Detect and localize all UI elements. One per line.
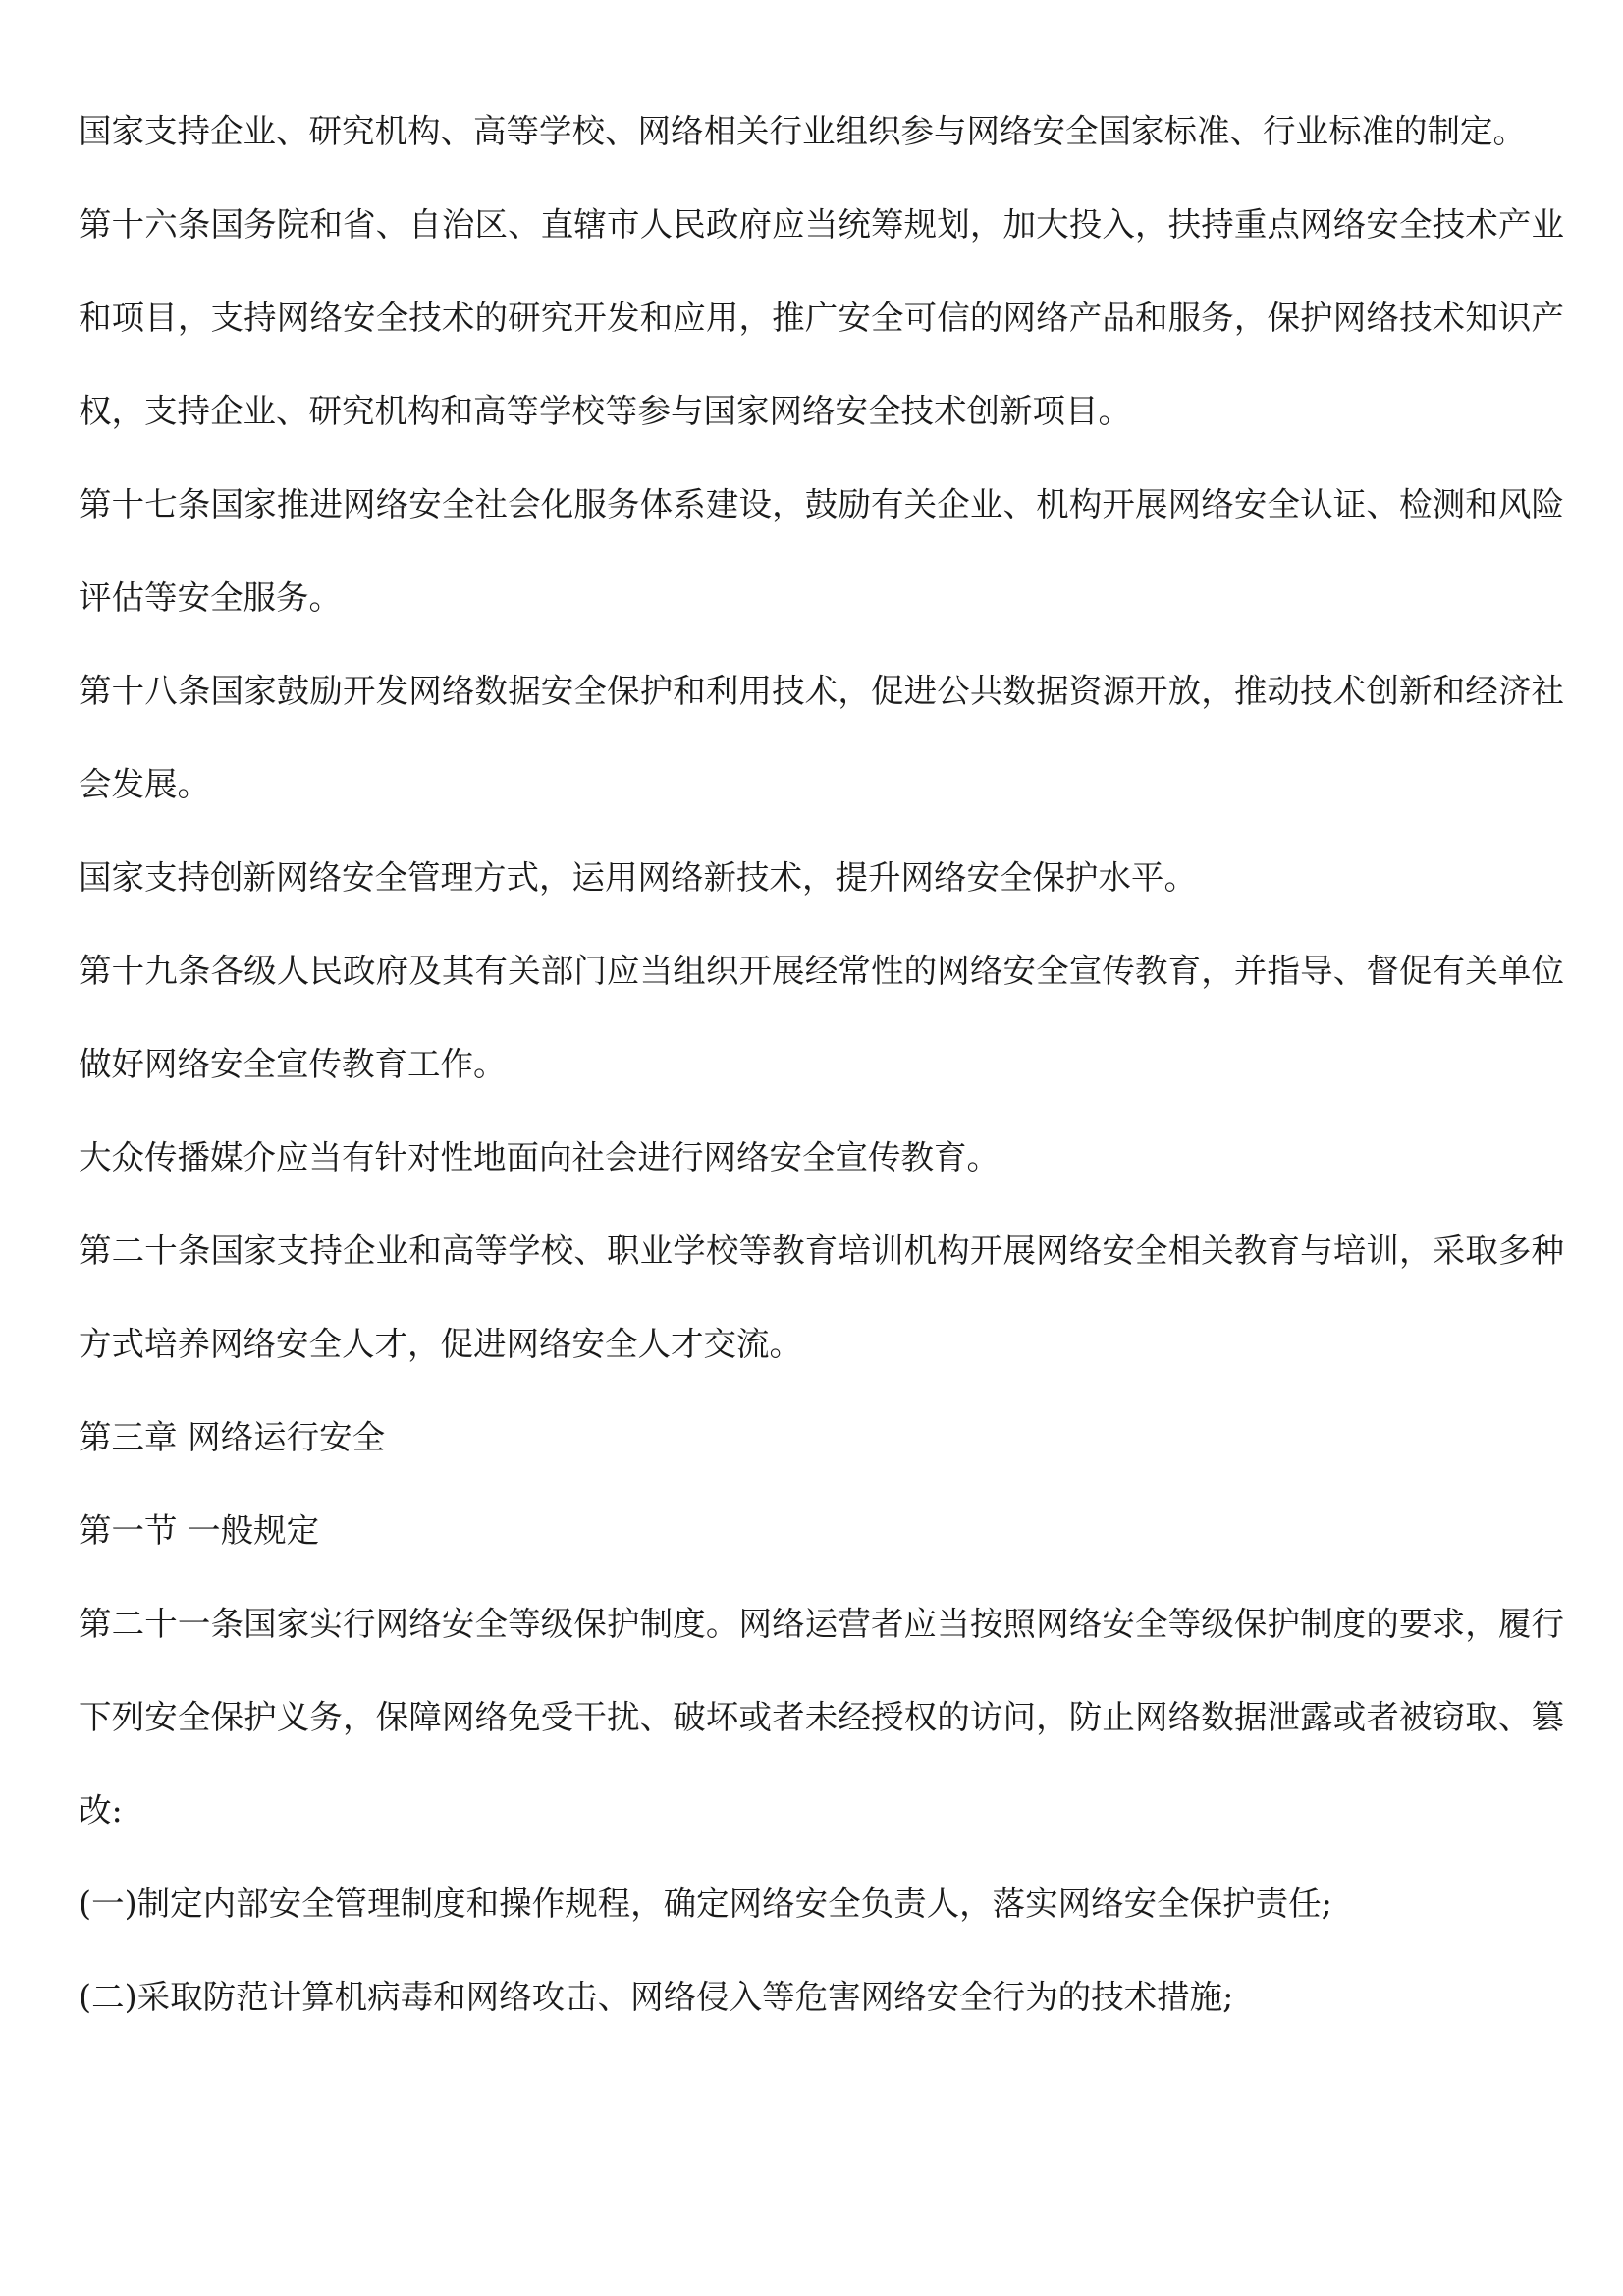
paragraph-article-21: 第二十一条国家实行网络安全等级保护制度。网络运营者应当按照网络安全等级保护制度的要求，履行下列安全保护义务，保障网络免受干扰、破坏或者未经授权的访问，防止网络数据泄露或者被窃取、篡改: bbox=[79, 1605, 1564, 1830]
paragraph-article-19: 第十九条各级人民政府及其有关部门应当组织开展经常性的网络安全宣传教育，并指导、督促有关单位做好网络安全宣传教育工作。 bbox=[79, 952, 1564, 1083]
paragraph-mass-media: 大众传播媒介应当有针对性地面向社会进行网络安全宣传教育。 bbox=[79, 1138, 1000, 1176]
section-heading: 第一节 一般规定 bbox=[79, 1511, 320, 1550]
paragraph-article-17: 第十七条国家推进网络安全社会化服务体系建设，鼓励有关企业、机构开展网络安全认证、检测和风险评估等安全服务。 bbox=[79, 485, 1564, 617]
paragraph-standards-participation: 国家支持企业、研究机构、高等学校、网络相关行业组织参与网络安全国家标准、行业标准的制定。 bbox=[79, 112, 1526, 150]
paragraph-article-18: 第十八条国家鼓励开发网络数据安全保护和利用技术，促进公共数据资源开放，推动技术创新和经济社会发展。 bbox=[79, 672, 1564, 803]
list-item-2: (二)采取防范计算机病毒和网络攻击、网络侵入等危害网络安全行为的技术措施; bbox=[79, 1978, 1234, 2016]
list-item-1: (一)制定内部安全管理制度和操作规程，确定网络安全负责人，落实网络安全保护责任; bbox=[79, 1885, 1332, 1923]
paragraph-article-16: 第十六条国务院和省、自治区、直辖市人民政府应当统筹规划，加大投入，扶持重点网络安全技术产业和项目，支持网络安全技术的研究开发和应用，推广安全可信的网络产品和服务，保护网络技术知识产权，支持企业、研究机构和高等学校等参与国家网络安全技术创新项目。 bbox=[79, 205, 1564, 430]
paragraph-article-20: 第二十条国家支持企业和高等学校、职业学校等教育培训机构开展网络安全相关教育与培训，采取多种方式培养网络安全人才，促进网络安全人才交流。 bbox=[79, 1231, 1564, 1363]
chapter-heading: 第三章 网络运行安全 bbox=[79, 1418, 386, 1456]
paragraph-innovation-support: 国家支持创新网络安全管理方式，运用网络新技术，提升网络安全保护水平。 bbox=[79, 858, 1197, 897]
